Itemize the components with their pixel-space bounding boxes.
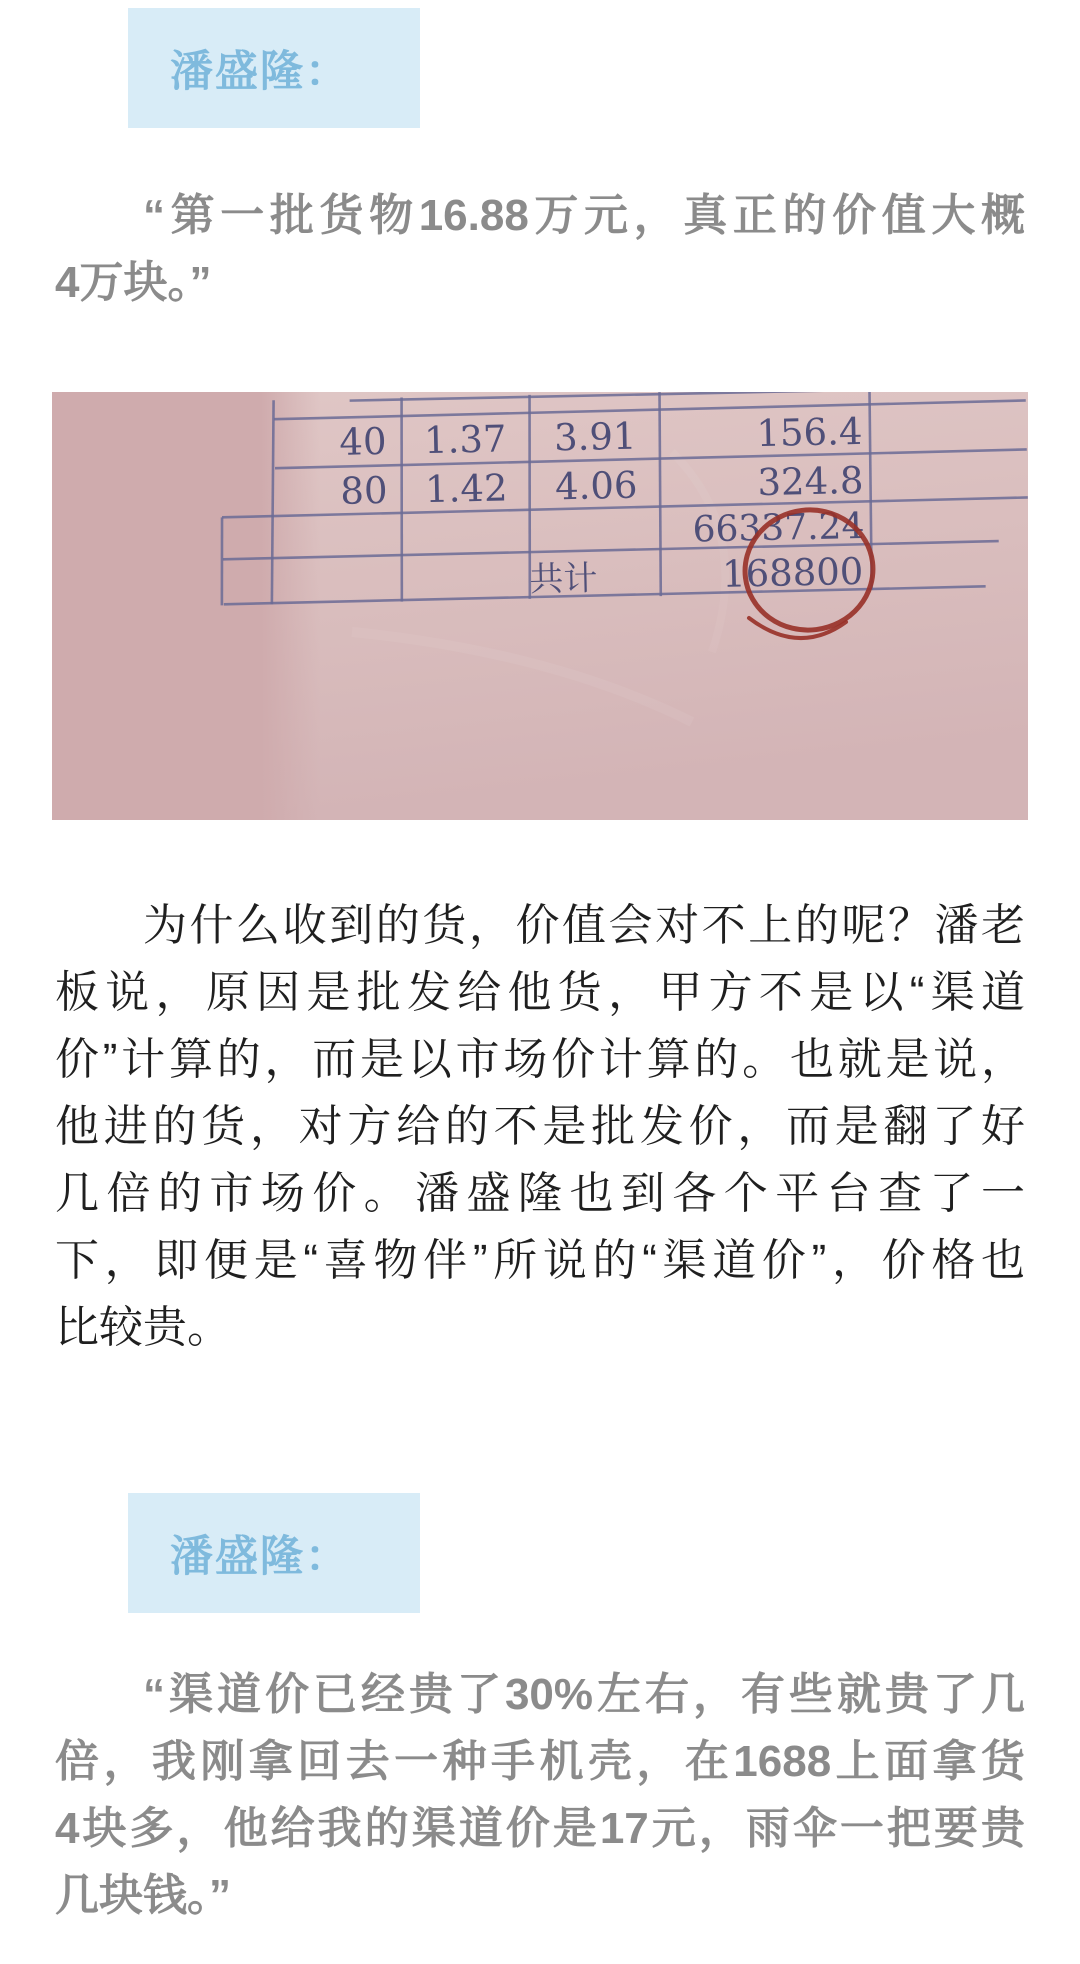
text-line: “渠道价已经贵了30%左右，有些就贵了几 <box>143 1670 1025 1719</box>
receipt-photo[interactable] <box>52 392 1028 820</box>
receipt-left-blur-strip <box>52 392 320 820</box>
cell-total-value: 168800 <box>721 549 864 596</box>
speaker-box-1 <box>128 8 420 128</box>
cell-total-label: 共计 <box>528 558 598 600</box>
text-line: 下，即便是“喜物伴”所说的“渠道价”，价格也 <box>55 1236 1025 1285</box>
body-paragraph <box>55 892 1025 1361</box>
text-line: 为什么收到的货，价值会对不上的呢？潘老 <box>143 901 1025 950</box>
text-line: 比较贵。 <box>55 1303 231 1352</box>
text-line: 4块多，他给我的渠道价是17元，雨伞一把要贵 <box>55 1804 1025 1853</box>
text-line: 几块钱。” <box>55 1871 231 1920</box>
cell-subtotal: 66337.24 <box>692 505 865 551</box>
text-line: 几倍的市场价。潘盛隆也到各个平台查了一 <box>55 1169 1025 1218</box>
text-line: 板说，原因是批发给他货，甲方不是以“渠道 <box>55 968 1025 1017</box>
receipt-photo-svg <box>52 392 1028 820</box>
cell-qty-2: 80 <box>339 468 388 513</box>
speaker-box-2 <box>128 1493 420 1613</box>
cell-price2-1: 3.91 <box>553 414 637 460</box>
text-line: 价”计算的，而是以市场价计算的。也就是说， <box>55 1035 1025 1084</box>
text-line: 4万块。” <box>55 258 212 307</box>
speaker-label: 潘盛隆： <box>170 47 350 96</box>
cell-qty-1: 40 <box>338 419 387 464</box>
quote-2 <box>55 1661 1025 1929</box>
cell-amount-2: 324.8 <box>757 458 864 505</box>
article-page <box>0 8 1080 1964</box>
cell-price1-1: 1.37 <box>423 417 507 463</box>
text-line: “第一批货物16.88万元，真正的价值大概 <box>143 191 1025 240</box>
text-line: 他进的货，对方给的不是批发价，而是翻了好 <box>55 1102 1025 1151</box>
text-line: 倍，我刚拿回去一种手机壳，在1688上面拿货 <box>55 1737 1025 1786</box>
cell-amount-1: 156.4 <box>756 409 863 456</box>
cell-price1-2: 1.42 <box>424 466 508 512</box>
quote-1 <box>55 182 1025 316</box>
speaker-label: 潘盛隆： <box>170 1532 350 1581</box>
cell-price2-2: 4.06 <box>554 463 638 509</box>
